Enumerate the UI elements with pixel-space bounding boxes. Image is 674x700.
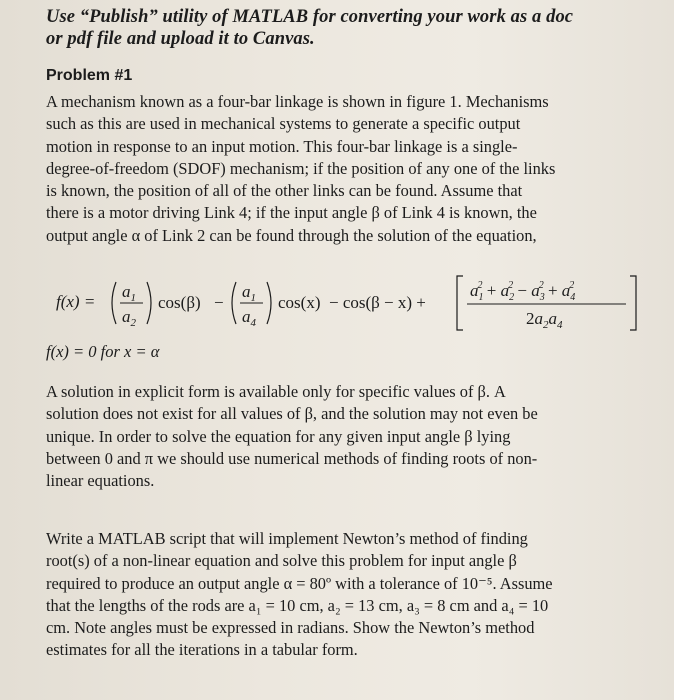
text-line: Write a MATLAB script that will implement Newton’s method of finding [46, 529, 528, 548]
header-line-2: or pdf file and upload it to Canvas. [46, 29, 315, 49]
text-line: required to produce an output angle α = 80º with a tolerance of 10⁻⁵. Assume [46, 573, 553, 593]
text-line: A mechanism known as a four-bar linkage is shown in figure 1. Mechanisms [46, 92, 549, 111]
cos-x-term: cos(x) [278, 293, 321, 312]
left-paren [112, 282, 116, 324]
equation-lhs: f(x) = [56, 292, 96, 311]
intro-paragraph [46, 91, 636, 247]
problem-title: Problem #1 [46, 67, 133, 84]
cos-beta-minus-x-term: − cos(β − x) + [329, 293, 426, 312]
cos-beta-term: cos(β) [158, 293, 201, 312]
assignment-header [46, 6, 646, 50]
text-line: degree-of-freedom (SDOF) mechanism; if the position of any one of the links [46, 158, 556, 178]
text-line: cm. Note angles must be expressed in radians. Show the Newton’s method [46, 618, 535, 638]
bracket-numerator: $a_12 + a_22 - a_32 + a_42$ [470, 280, 576, 303]
frac-num-a1: $a_1$ [122, 282, 136, 304]
left-bracket [457, 276, 463, 330]
text-line: between 0 and π we should use numerical methods of finding roots of non- [46, 448, 538, 468]
right-paren [267, 282, 271, 324]
frac-den-a4: $a_4$ [242, 307, 256, 329]
header-line-1: Use “Publish” utility of MATLAB for converting your work as a doc [46, 7, 574, 27]
task-paragraph [46, 528, 636, 662]
text-line: that the lengths of the rods are a₁ = 10 cm, a₂ = 13 cm, a₃ = 8 cm and a₄ = 10 [46, 595, 549, 615]
text-line: such as this are used in mechanical systems to generate a specific output [46, 114, 521, 134]
text-line: estimates for all the iterations in a tabular form. [46, 640, 358, 660]
text-line: A solution in explicit form is available only for specific values of β. A [46, 382, 506, 401]
text-line: solution does not exist for all values of β, and the solution may not even be [46, 404, 538, 424]
right-bracket [630, 276, 636, 330]
text-line: root(s) of a non-linear equation and solve this problem for input angle β [46, 551, 517, 571]
equation-graphic [46, 268, 646, 338]
minus-sign: − [214, 293, 224, 312]
solution-paragraph [46, 381, 636, 492]
bracket-denominator: $2a_2a_4$ [526, 309, 563, 331]
left-paren [232, 282, 236, 324]
text-line: output angle α of Link 2 can be found through the solution of the equation, [46, 225, 537, 245]
text-line: linear equations. [46, 471, 155, 491]
text-line: is known, the position of all of the other links can be found. Assume that [46, 181, 523, 201]
text-line: motion in response to an input motion. This four-bar linkage is a single- [46, 136, 518, 156]
text-line: unique. In order to solve the equation for any given input angle β lying [46, 426, 511, 446]
right-paren [147, 282, 151, 324]
four-bar-equation [46, 268, 646, 338]
frac-num-a1: $a_1$ [242, 282, 256, 304]
root-condition-equation: f(x) = 0 for x = α [46, 342, 160, 361]
text-line: there is a motor driving Link 4; if the input angle β of Link 4 is known, the [46, 203, 537, 223]
frac-den-a2: $a_2$ [122, 307, 136, 329]
